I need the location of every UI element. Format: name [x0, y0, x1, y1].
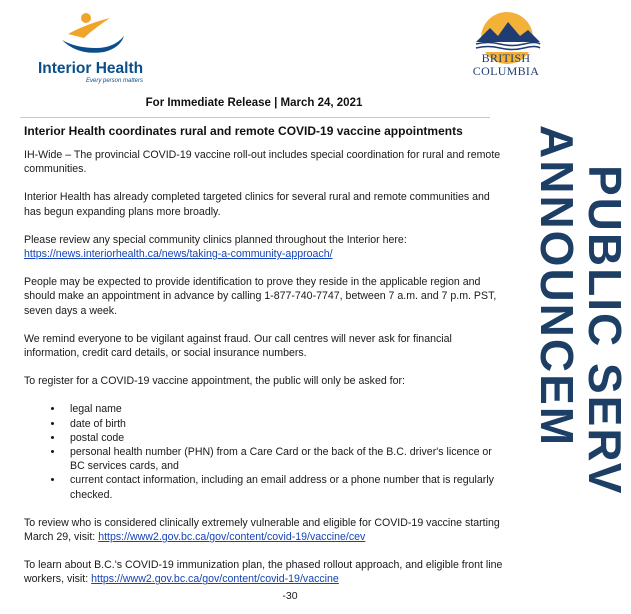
release-date-line: For Immediate Release | March 24, 2021 — [145, 97, 363, 109]
end-marker: -30 — [282, 590, 298, 602]
bc-sun-mountain-icon — [468, 8, 546, 52]
required-info-list — [24, 402, 509, 501]
paragraph-intro: IH-Wide – The provincial COVID-19 vaccine roll-out includes special coordination for rural and remote communities. — [24, 149, 501, 176]
paragraph-community-clinics-text: Please review any special community clinics planned throughout the Interior here: — [24, 233, 407, 246]
bc-logo-line2: COLUMBIA — [472, 64, 540, 78]
cev-link[interactable]: https://www2.gov.bc.ca/gov/content/covid-19/vaccine/cev — [98, 531, 366, 544]
headline: Interior Health coordinates rural and remote COVID-19 vaccine appointments — [24, 124, 463, 138]
paragraph-register: To register for a COVID-19 vaccine appointment, the public will only be asked for: — [24, 375, 405, 388]
list-item: • legal name — [64, 402, 509, 416]
bc-logo-text — [458, 52, 554, 78]
bc-logo-line1: BRITISH — [481, 51, 531, 65]
paragraph-identification: People may be expected to provide identification to prove they reside in the applicable region and should make an appointment in advance by calling 1-877-740-7747, between 7 a.m. and 7 p.m. PST, seven days a week. — [24, 276, 497, 317]
watermark-announcement: ANNOUNCEM — [531, 125, 583, 448]
paragraph-cev-text: To review who is considered clinically extremely vulnerable and eligible for COVID-19 vaccine starting March 29, visit: — [24, 516, 500, 544]
interior-health-logo — [38, 12, 158, 82]
list-item: • date of birth — [64, 417, 509, 431]
interior-health-emblem-icon — [58, 12, 138, 58]
ih-logo-tagline: Every person matters — [86, 78, 144, 84]
list-item: • personal health number (PHN) from a Care Card or the back of the B.C. driver's licence or BC services cards, and — [64, 445, 509, 473]
paragraph-cev — [24, 516, 509, 544]
list-item: • postal code — [64, 431, 509, 445]
vaccine-plan-link[interactable]: https://www2.gov.bc.ca/gov/content/covid-19/vaccine — [91, 573, 339, 586]
paragraph-community-clinics — [24, 233, 509, 261]
paragraph-immunization-plan-text: To learn about B.C.'s COVID-19 immunization plan, the phased rollout approach, and eligible front line workers, visit: — [24, 559, 503, 586]
ih-logo-name: Interior Health — [38, 60, 144, 77]
paragraph-immunization-plan — [24, 558, 509, 586]
paragraph-fraud: We remind everyone to be vigilant against fraud. Our call centres will never ask for financial information, credit card details, or social insurance numbers. — [24, 332, 452, 360]
release-body — [24, 124, 509, 601]
watermark-public-service: PUBLIC SERV — [579, 165, 631, 496]
british-columbia-logo — [458, 8, 558, 84]
paragraph-clinics: Interior Health has already completed targeted clinics for several rural and remote communities and has begun expanding plans more broadly. — [24, 191, 490, 218]
list-item: • current contact information, including an email address or a phone number that is regularly checked. — [64, 473, 509, 501]
header-divider — [20, 117, 490, 118]
community-approach-link[interactable]: https://news.interiorhealth.ca/news/taking-a-community-approach/ — [24, 248, 333, 261]
